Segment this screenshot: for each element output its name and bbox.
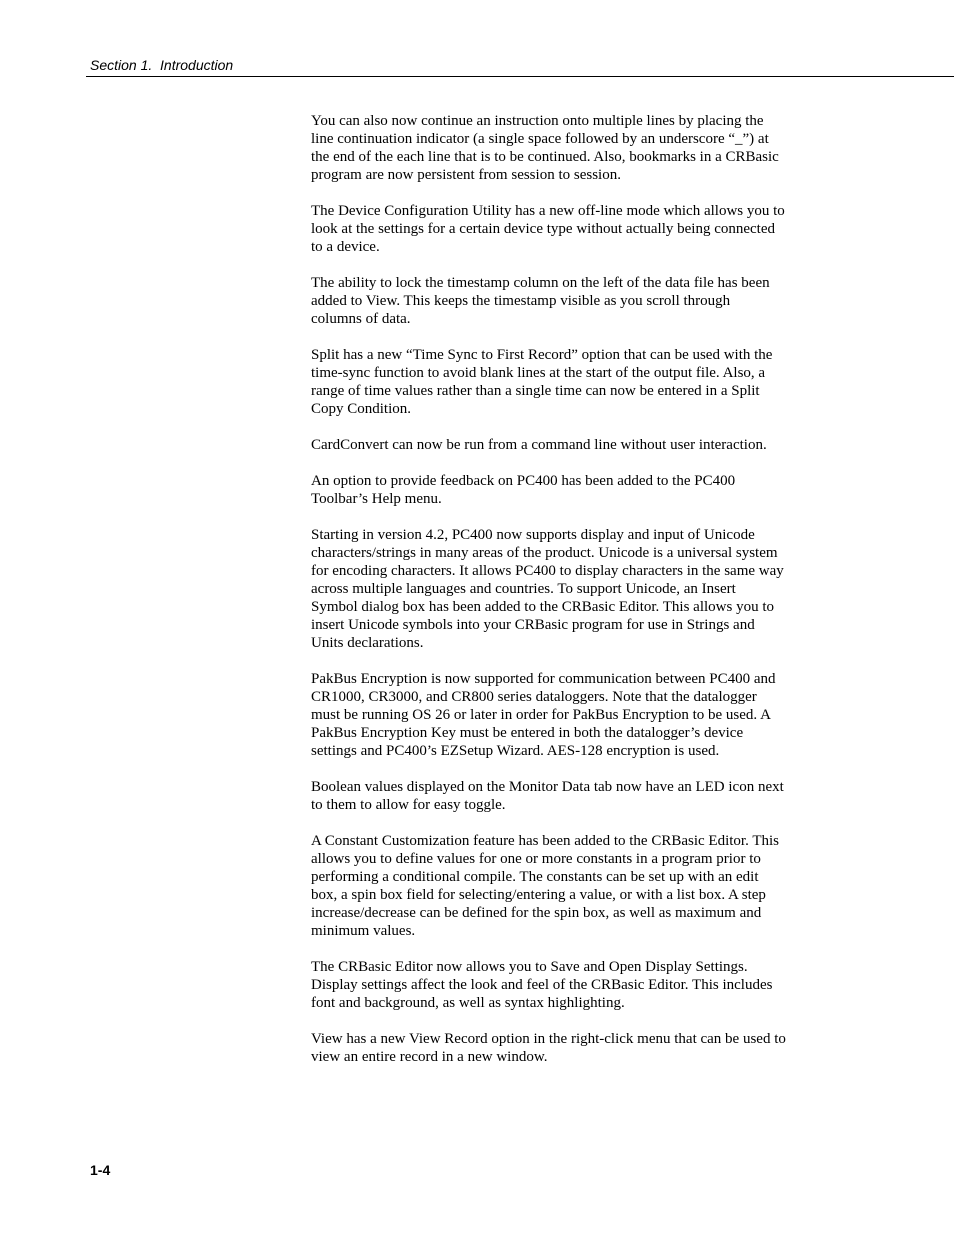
page-number: 1-4	[90, 1162, 111, 1178]
body-text	[311, 112, 811, 1084]
paragraph-cardconvert: CardConvert can now be run from a command line without user interaction.	[311, 437, 767, 453]
paragraph-feedback: An option to provide feedback on PC400 has been added to the PC400 Toolbar’s Help menu.	[311, 473, 736, 507]
paragraph-constant-customization: A Constant Customization feature has been added to the CRBasic Editor. This allows you to define values for one or more constants in a program prior to performing a conditional compile. The constants can be set up with an edit box, a spin box field for selecting/entering a value, or with a list box. A step increase/decrease can be defined for the spin box, as well as maximum and minimum values.	[311, 833, 779, 939]
paragraph-boolean-led: Boolean values displayed on the Monitor Data tab now have an LED icon next to them to allow for easy toggle.	[311, 779, 784, 813]
paragraph-timestamp-lock: The ability to lock the timestamp column on the left of the data file has been added to View. This keeps the timestamp visible as you scroll through columns of data.	[311, 275, 770, 327]
paragraph-pakbus-encryption: PakBus Encryption is now supported for communication between PC400 and CR1000, CR3000, and CR800 series dataloggers. Note that the datalogger must be running OS 26 or later in order for PakBus Encryption to be used. A PakBus Encryption Key must be entered in both the datalogger’s device settings and PC400’s EZSetup Wizard. AES-128 encryption is used.	[311, 671, 776, 759]
paragraph-unicode: Starting in version 4.2, PC400 now supports display and input of Unicode characters/strings in many areas of the product. Unicode is a universal system for encoding characters. It allows PC400 to display characters in the same way across multiple languages and countries. To support Unicode, an Insert Symbol dialog box has been added to the CRBasic Editor. This allows you to insert Unicode symbols into your CRBasic program for use in Strings and Units declarations.	[311, 527, 784, 651]
running-header: Section 1. Introduction	[90, 57, 234, 73]
paragraph-display-settings: The CRBasic Editor now allows you to Save and Open Display Settings. Display settings affect the look and feel of the CRBasic Editor. This includes font and background, as well as syntax highlighting.	[311, 959, 773, 1011]
paragraph-split-time-sync: Split has a new “Time Sync to First Record” option that can be used with the time-sync function to avoid blank lines at the start of the output file. Also, a range of time values rather than a single time can now be entered in a Split Copy Condition.	[311, 347, 773, 417]
header-rule	[86, 76, 954, 77]
paragraph-device-configuration: The Device Configuration Utility has a new off-line mode which allows you to look at the settings for a certain device type without actually being connected to a device.	[311, 203, 785, 255]
paragraph-line-continuation: You can also now continue an instruction onto multiple lines by placing the line continuation indicator (a single space followed by an underscore “_”) at the end of the each line that is to be continued. Also, bookmarks in a CRBasic program are now persistent from session to session.	[311, 113, 779, 183]
paragraph-view-record: View has a new View Record option in the right-click menu that can be used to view an entire record in a new window.	[311, 1031, 786, 1065]
